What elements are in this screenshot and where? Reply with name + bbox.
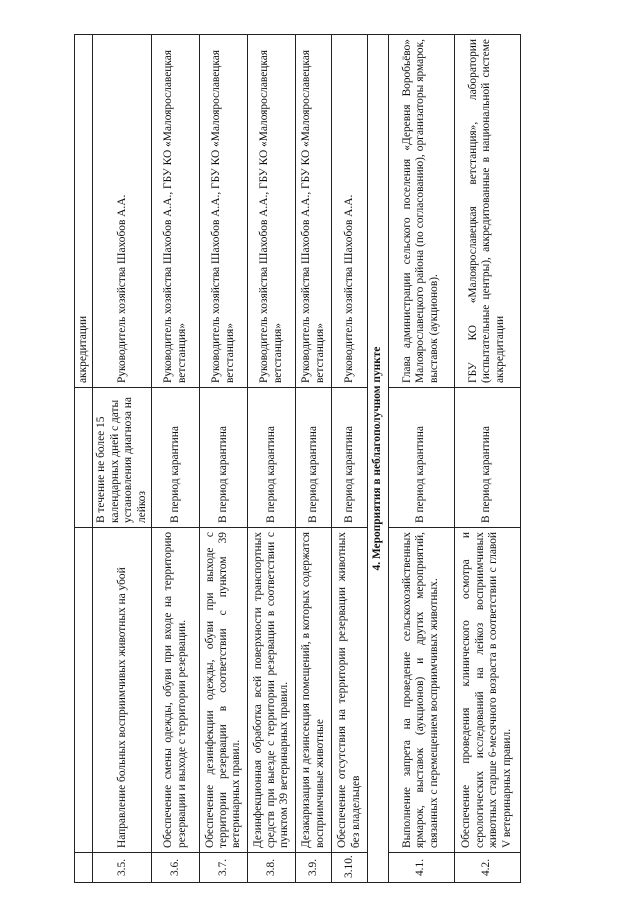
term-cell: В период карантина <box>248 388 296 528</box>
term-cell: В период карантина <box>454 388 520 528</box>
responsible-cell: Глава администрации сельского поселения «Деревня Воробьёво» Малоярославецкого района (по согласованию), организаторы ярмарок, выставок (аукционов). <box>388 35 454 388</box>
responsible-cell: Руководитель хозяйства Шахобов А.А., ГБУ КО «Малоярославецкая ветстанция» <box>296 35 332 388</box>
section-header-row <box>368 35 388 883</box>
table-row <box>454 35 520 883</box>
term-cell: В период карантина <box>296 388 332 528</box>
table-row <box>200 35 248 883</box>
responsible-cell: Руководитель хозяйства Шахобов А.А. <box>332 35 368 388</box>
term-cell: В период карантина <box>332 388 368 528</box>
row-number-cell: 3.6. <box>152 853 200 883</box>
row-number-cell <box>75 853 93 883</box>
responsible-cell: Руководитель хозяйства Шахобов А.А., ГБУ КО «Малоярославецкая ветстанция» <box>248 35 296 388</box>
row-number-cell: 3.8. <box>248 853 296 883</box>
responsible-cell: Руководитель хозяйства Шахобов А.А., ГБУ КО «Малоярославецкая ветстанция» <box>152 35 200 388</box>
table-row <box>388 35 454 883</box>
quarantine-measures-table <box>74 34 521 883</box>
table-row <box>248 35 296 883</box>
action-cell: Направление больных восприимчивых животных на убой <box>93 528 152 853</box>
row-number-cell: 3.5. <box>93 853 152 883</box>
action-cell: Обеспечение дезинфекции одежды, обуви при выходе с территории резервации в соответствии с пунктом 39 ветеринарных правил. <box>200 528 248 853</box>
term-cell: В период карантина <box>200 388 248 528</box>
rotated-table-container <box>74 35 511 883</box>
table-row <box>332 35 368 883</box>
action-cell: Обеспечение проведения клинического осмотра и серологических исследований на лейкоз восприимчивых животных старше 6-месячного возраста в соответствии с главой V ветеринарных правил. <box>454 528 520 853</box>
action-cell <box>75 528 93 853</box>
row-number-cell: 4.2. <box>454 853 520 883</box>
table-row <box>93 35 152 883</box>
responsible-cell: аккредитации <box>75 35 93 388</box>
table-row-continuation <box>75 35 93 883</box>
section-title: 4. Мероприятия в неблагополучном пункте <box>368 35 388 883</box>
row-number-cell: 3.10. <box>332 853 368 883</box>
action-cell: Обеспечение отсутствия на территории резервации животных без владельцев <box>332 528 368 853</box>
row-number-cell: 3.9. <box>296 853 332 883</box>
action-cell: Дезакаризация и дезинсекция помещений, в которых содержатся восприимчивые животные <box>296 528 332 853</box>
responsible-cell: Руководитель хозяйства Шахобов А.А. <box>93 35 152 388</box>
action-cell: Дезинфекционная обработка всей поверхности транспортных средств при выезде с территории резервации в соответствии с пунктом 39 ветеринарных правил. <box>248 528 296 853</box>
term-cell: В период карантина <box>388 388 454 528</box>
term-cell <box>75 388 93 528</box>
table-row <box>152 35 200 883</box>
table-row <box>296 35 332 883</box>
term-cell: В период карантина <box>152 388 200 528</box>
row-number-cell: 4.1. <box>388 853 454 883</box>
term-cell: В течение не более 15 календарных дней с даты установления диагноза на лейкоз <box>93 388 152 528</box>
responsible-cell: Руководитель хозяйства Шахобов А.А., ГБУ КО «Малоярославецкая ветстанция» <box>200 35 248 388</box>
action-cell: Обеспечение смены одежды, обуви при входе на территорию резервации и выходе с территории резервации. <box>152 528 200 853</box>
row-number-cell: 3.7. <box>200 853 248 883</box>
action-cell: Выполнение запрета на проведение сельскохозяйственных ярмарок, выставок (аукционов) и других мероприятий, связанных с перемещением восприимчивых животных. <box>388 528 454 853</box>
responsible-cell: ГБУ КО «Малоярославецкая ветстанция», лаборатории (испытательные центры), аккредитованные в национальной системе аккредитации <box>454 35 520 388</box>
